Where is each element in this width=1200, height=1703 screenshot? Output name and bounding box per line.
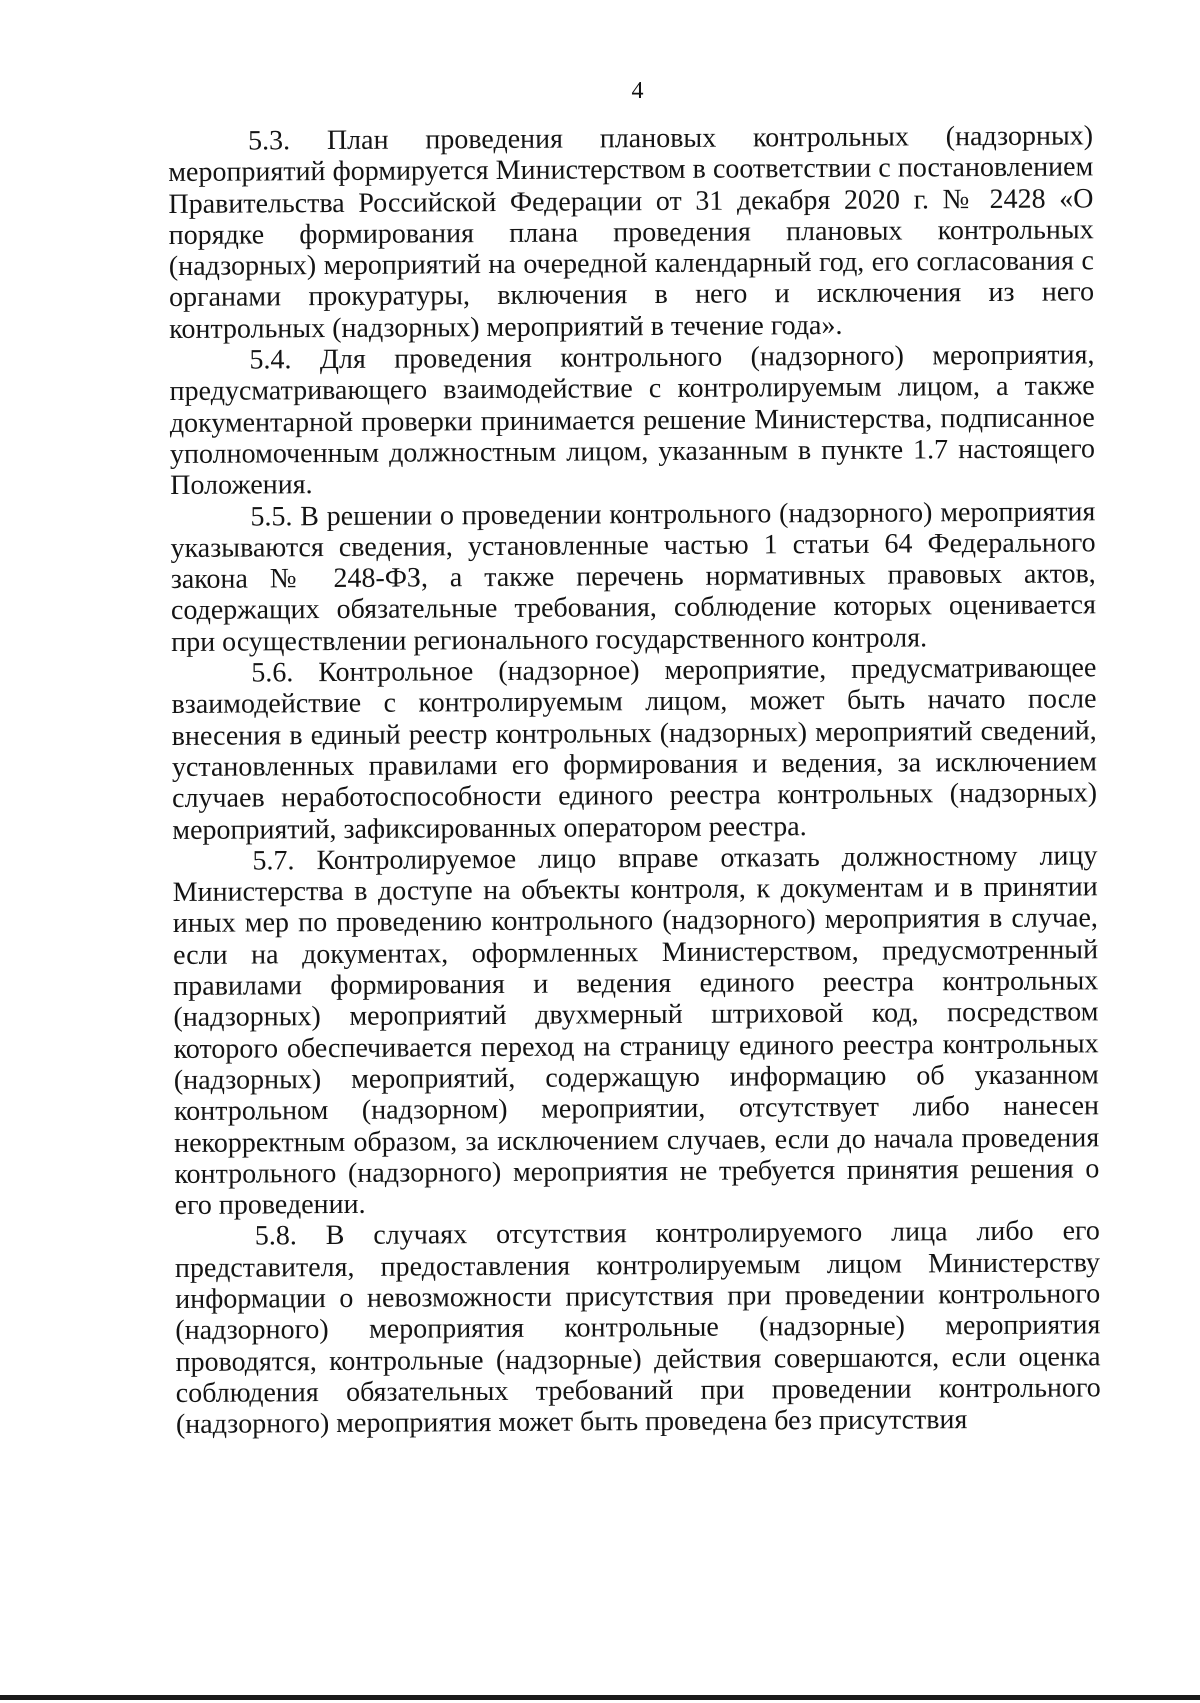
paragraph-5-6: 5.6. Контрольное (надзорное) мероприятие, предусматривающее взаимодействие с контролируемым лицом, может быть начато после внесения в единый реестр контрольных (надзорных) мероприятий сведений, установленных правилами его формирования и ведения, за исключением случаев неработоспособности единого реестра контрольных (надзорных) мероприятий, зафиксированных оператором реестра.	[171, 652, 1098, 846]
paragraph-5-4: 5.4. Для проведения контрольного (надзорного) мероприятия, предусматривающего взаимодействие с контролируемым лицом, а также документарной проверки принимается решение Министерства, подписанное уполномоченным должностным лицом, указанным в пункте 1.7 настоящего Положения.	[169, 339, 1096, 502]
scan-edge-line	[0, 1695, 1200, 1700]
page-number: 4	[631, 78, 644, 104]
document-body	[168, 120, 1101, 1440]
paragraph-5-5: 5.5. В решении о проведении контрольного (надзорного) мероприятия указываются сведения, установленные частью 1 статьи 64 Федерального закона № 248-ФЗ, а также перечень нормативных правовых актов, содержащих обязательные требования, соблюдение которых оценивается при осуществлении регионального государственного контроля.	[170, 495, 1097, 658]
paragraph-5-7: 5.7. Контролируемое лицо вправе отказать должностному лицу Министерства в доступе на объекты контроля, к документам и в принятии иных мер по проведению контрольного (надзорного) мероприятия в случае, если на документах, оформленных Министерством, предусмотренный правилами формирования и ведения единого реестра контрольных (надзорных) мероприятий двухмерный штриховой код, посредством которого обеспечивается переход на страницу единого реестра контрольных (надзорных) мероприятий, содержащую информацию об указанном контрольном (надзорном) мероприятии, отсутствует либо нанесен некорректным образом, за исключением случаев, если до начала проведения контрольного (надзорного) мероприятия не требуется принятия решения о его проведении.	[172, 840, 1100, 1222]
paragraph-5-8: 5.8. В случаях отсутствия контролируемого лица либо его представителя, предоставления контролируемым лицом Министерству информации о невозможности присутствия при проведении контрольного (надзорного) мероприятия контрольные (надзорные) мероприятия проводятся, контрольные (надзорные) действия совершаются, если оценка соблюдения обязательных требований при проведении контрольного (надзорного) мероприятия может быть проведена без присутствия	[174, 1215, 1101, 1441]
paragraph-5-3: 5.3. План проведения плановых контрольных (надзорных) мероприятий формируется Министерством в соответствии с постановлением Правительства Российской Федерации от 31 декабря 2020 г. № 2428 «О порядке формирования плана проведения плановых контрольных (надзорных) мероприятий на очередной календарный год, его согласования с органами прокуратуры, включения в него и исключения из него контрольных (надзорных) мероприятий в течение года».	[168, 120, 1095, 345]
